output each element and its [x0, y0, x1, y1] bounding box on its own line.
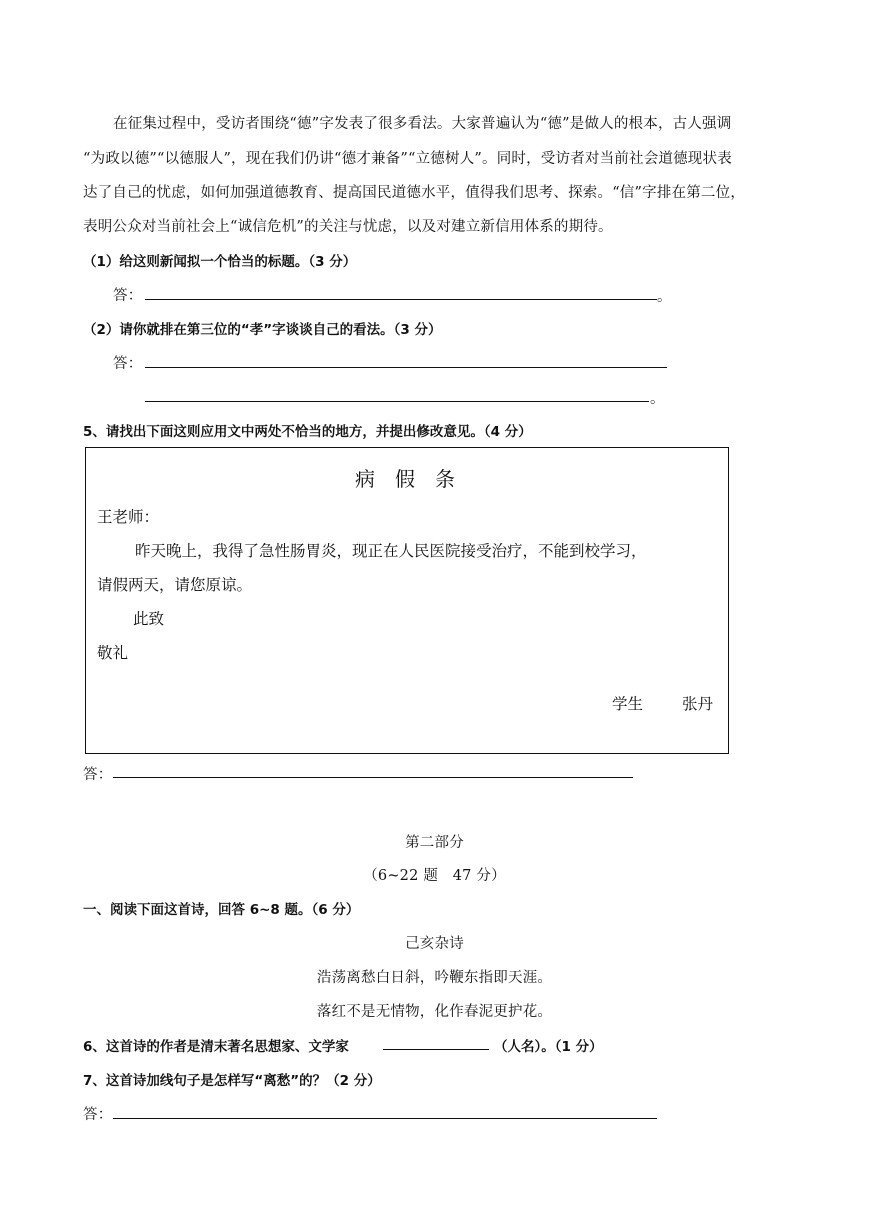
note-closing: 此致	[133, 610, 165, 628]
passage-line: 表明公众对当前社会上“诚信危机”的关注与忧虑，以及对建立新信用体系的期待。	[83, 219, 613, 235]
answer-line[interactable]	[145, 299, 657, 300]
answer-line[interactable]	[145, 367, 667, 368]
passage-line: 达了自己的忧虑，如何加强道德教育、提高国民道德水平，值得我们思考、探索。“信”字排在第二位，	[83, 185, 746, 201]
answer-line[interactable]	[113, 777, 633, 778]
note-body-line: 请假两天，请您原谅。	[97, 576, 253, 594]
answer-label: 答：	[83, 767, 113, 783]
part-subtitle: （6~22 题 47 分）	[363, 868, 506, 884]
end-mark: 。	[650, 391, 665, 407]
note-signature-name: 张丹	[682, 695, 714, 713]
question-4-1: （1）给这则新闻拟一个恰当的标题。（3 分）	[83, 254, 357, 270]
answer-line[interactable]	[113, 1118, 657, 1119]
answer-label: 答：	[113, 356, 143, 372]
question-7: 7、这首诗加线句子是怎样写“离愁”的？（2 分）	[83, 1073, 381, 1089]
passage-line: 在征集过程中，受访者围绕“德”字发表了很多看法。大家普遍认为“德”是做人的根本，古人强调	[113, 116, 732, 132]
note-signature-role: 学生	[612, 695, 644, 713]
note-salutation: 王老师：	[97, 508, 160, 526]
fill-blank[interactable]	[383, 1049, 489, 1050]
question-4-2: （2）请你就排在第三位的“孝”字谈谈自己的看法。（3 分）	[83, 322, 442, 338]
answer-label: 答：	[83, 1107, 113, 1123]
poem-line: 落红不是无情物，化作春泥更护花。	[316, 1004, 553, 1020]
note-body-line: 昨天晚上，我得了急性肠胃炎，现正在人民医院接受治疗，不能到校学习，	[135, 542, 647, 560]
poem-line: 浩荡离愁白日斜，吟鞭东指即天涯。	[316, 970, 553, 986]
note-closing: 敬礼	[97, 644, 129, 662]
passage-line: “为政以德”“以德服人”，现在我们仍讲“德才兼备”“立德树人”。同时，受访者对当前社会道德现状表	[83, 151, 732, 167]
answer-line[interactable]	[145, 401, 649, 402]
question-6-prefix: 6、这首诗的作者是清末著名思想家、文学家	[83, 1039, 349, 1055]
question-6-suffix: （人名）。（1 分）	[494, 1039, 603, 1055]
note-title: 病假条	[355, 467, 475, 491]
end-mark: 。	[657, 289, 672, 305]
section-1-heading: 一、阅读下面这首诗，回答 6~8 题。（6 分）	[83, 902, 360, 918]
poem-title: 己亥杂诗	[405, 936, 464, 952]
question-5: 5、请找出下面这则应用文中两处不恰当的地方，并提出修改意见。（4 分）	[83, 424, 532, 440]
answer-label: 答：	[113, 288, 143, 304]
part-title: 第二部分	[405, 835, 464, 851]
